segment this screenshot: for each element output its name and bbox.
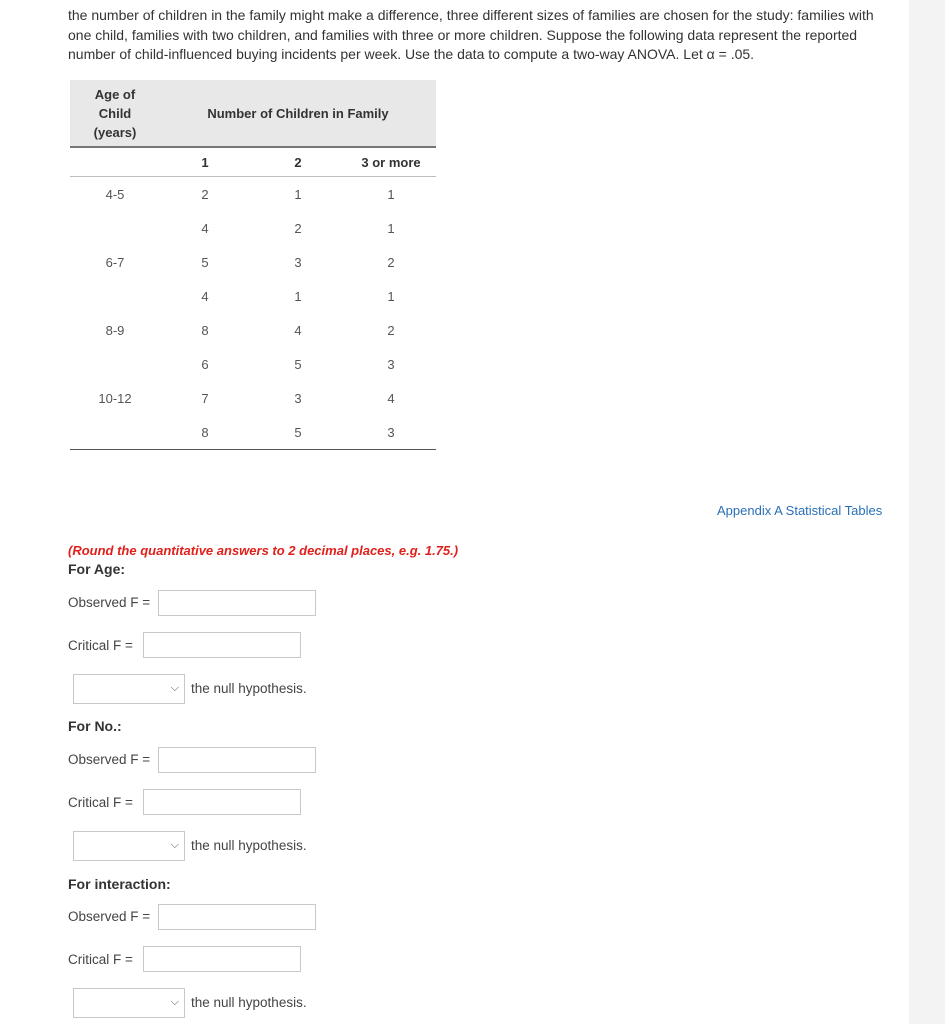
rounding-note: (Round the quantitative answers to 2 decimal places, e.g. 1.75.)	[68, 543, 459, 558]
value-cell: 4	[294, 322, 302, 338]
interaction-critical-label: Critical F =	[68, 952, 133, 967]
interaction-critical-input[interactable]	[143, 946, 301, 972]
age-header-line2: Child	[98, 105, 132, 121]
table-row	[70, 245, 436, 279]
interaction-section-title: For interaction:	[68, 876, 171, 892]
value-cell: 1	[387, 288, 395, 304]
age-critical-input[interactable]	[143, 632, 301, 658]
age-header-line3: (years)	[93, 124, 137, 140]
age-critical-label: Critical F =	[68, 638, 133, 653]
interaction-observed-label: Observed F =	[68, 909, 151, 924]
value-cell: 4	[201, 288, 209, 304]
value-cell: 5	[201, 254, 209, 270]
interaction-decision-select[interactable]	[73, 988, 185, 1018]
table-row	[70, 415, 436, 450]
problem-line-1: the number of children in the family might make a difference, three different sizes of families are chosen for the study: families with	[68, 7, 874, 23]
age-cell: 8-9	[105, 322, 125, 338]
problem-line-2: one child, families with two children, and families with three or more children. Suppose the following data represent the reported	[68, 26, 858, 43]
age-cell	[70, 347, 160, 381]
value-cell: 1	[294, 288, 302, 304]
chevron-down-icon: ⌵	[170, 682, 179, 694]
no-hypothesis-text: the null hypothesis.	[191, 838, 307, 853]
value-cell: 4	[387, 390, 395, 406]
value-cell: 7	[201, 390, 209, 406]
value-cell: 2	[387, 254, 395, 270]
age-cell	[70, 211, 160, 245]
value-cell: 4	[201, 220, 209, 236]
no-critical-label: Critical F =	[68, 795, 133, 810]
col-header-3: 3 or more	[346, 147, 436, 177]
age-observed-input[interactable]	[158, 590, 316, 616]
col-header-1: 1	[160, 147, 250, 177]
age-cell: 6-7	[105, 254, 125, 270]
table-row	[70, 279, 436, 313]
problem-text	[68, 6, 898, 65]
value-cell: 5	[250, 415, 346, 450]
family-size-header: Number of Children in Family	[160, 80, 436, 147]
table-row	[70, 211, 436, 245]
data-table	[70, 80, 436, 450]
age-header	[70, 80, 160, 147]
age-cell	[70, 279, 160, 313]
value-cell: 2	[387, 322, 395, 338]
value-cell: 6	[201, 356, 209, 372]
no-critical-input[interactable]	[143, 789, 301, 815]
value-cell: 3	[294, 254, 302, 270]
chevron-down-icon: ⌵	[170, 996, 179, 1008]
col-header-2: 2	[250, 147, 346, 177]
table-row	[70, 177, 436, 212]
value-cell: 5	[294, 356, 302, 372]
value-cell: 2	[294, 220, 302, 236]
age-cell: 4-5	[105, 186, 125, 202]
age-decision-select[interactable]	[73, 674, 185, 704]
no-decision-select[interactable]	[73, 831, 185, 861]
table-row	[70, 313, 436, 347]
no-observed-label: Observed F =	[68, 752, 151, 767]
age-cell: 10-12	[98, 390, 132, 406]
column-header-row	[70, 147, 436, 177]
age-section-title: For Age:	[68, 561, 126, 577]
age-header-line1: Age of	[94, 86, 136, 102]
value-cell: 1	[387, 186, 395, 202]
age-hypothesis-text: the null hypothesis.	[191, 681, 307, 696]
no-observed-input[interactable]	[158, 747, 316, 773]
value-cell: 3	[294, 390, 302, 406]
right-scroll-strip	[909, 0, 945, 1024]
value-cell: 2	[201, 186, 209, 202]
table-row	[70, 381, 436, 415]
value-cell: 3	[387, 356, 395, 372]
chevron-down-icon: ⌵	[170, 839, 179, 851]
value-cell: 3	[346, 415, 436, 450]
interaction-observed-input[interactable]	[158, 904, 316, 930]
value-cell: 8	[160, 415, 250, 450]
age-observed-label: Observed F =	[68, 595, 151, 610]
value-cell: 1	[387, 220, 395, 236]
table-row	[70, 347, 436, 381]
value-cell: 1	[294, 186, 302, 202]
empty-header-cell	[70, 147, 160, 177]
age-cell	[70, 415, 160, 450]
no-section-title: For No.:	[68, 718, 122, 734]
interaction-hypothesis-text: the null hypothesis.	[191, 995, 307, 1010]
appendix-link[interactable]: Appendix A Statistical Tables	[717, 503, 883, 518]
table-header-row	[70, 80, 436, 147]
problem-line-3: number of child-influenced buying incidents per week. Use the data to compute a two-way ANOVA. Let α = .05.	[68, 46, 755, 62]
value-cell: 8	[201, 322, 209, 338]
